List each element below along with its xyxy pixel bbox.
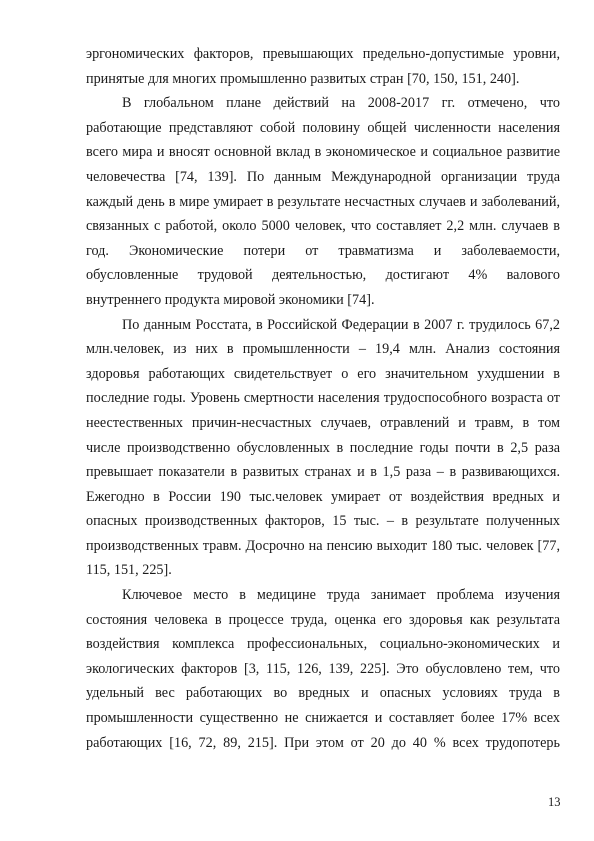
text-line: эргономических факторов, превышающих предельно-допустимые уровни, [86, 46, 560, 62]
text-line: человечества [74, 139]. По данным Международной организации труда [86, 168, 560, 185]
body-text [86, 42, 560, 755]
text-line: числе производственно обусловленных в последние годы почти в 2,5 раза [86, 439, 560, 456]
text-line: экологических факторов [3, 115, 126, 139, 225]. Это обусловлено тем, что [86, 660, 560, 677]
text-line: производственных травм. Досрочно на пенсию выходит 180 тыс. человек [77, [86, 537, 560, 554]
text-line: принятые для многих промышленно развитых стран [70, 150, 151, 240]. [86, 70, 520, 87]
text-line: последние годы. Уровень смертности населения трудоспособного возраста от [86, 390, 560, 407]
page-number: 13 [548, 795, 561, 809]
text-line: каждый день в мире умирает в результате несчастных случаев и заболеваний, [86, 193, 560, 210]
text-line: работающих [16, 72, 89, 215]. При этом от 20 до 40 % всех трудопотерь [86, 734, 560, 751]
text-line: обусловленные трудовой деятельностью, достигают 4% валового [86, 267, 560, 284]
text-line: состояния человека в процессе труда, оценка его здоровья как результата [86, 611, 560, 628]
text-line: промышленности существенно не снижается и составляет более 17% всех [86, 710, 560, 727]
text-line: превышает показатели в развитых странах и в 1,5 раза – в развивающихся. [86, 464, 560, 481]
text-line: Ежегодно в России 190 тыс.человек умирает от воздействия вредных и [86, 488, 560, 505]
text-line: 115, 151, 225]. [86, 562, 172, 579]
text-line: воздействия комплекса профессиональных, социально-экономических и [86, 636, 560, 653]
text-line: Ключевое место в медицине труда занимает проблема изучения [122, 587, 560, 604]
text-line: неестественных причин-несчастных случаев, отравлений и травм, в том [86, 414, 560, 431]
text-line: связанных с работой, около 5000 человек, что составляет 2,2 млн. случаев в [86, 218, 560, 235]
text-line: год. Экономические потери от травматизма и заболеваемости, [86, 242, 560, 259]
text-line: удельный вес работающих во вредных и опасных условиях труда в [86, 685, 560, 702]
text-line: всего мира и вносят основной вклад в экономическое и социальное развитие [86, 144, 560, 161]
text-line: внутреннего продукта мировой экономики [74]. [86, 291, 375, 308]
text-line: здоровья работающих свидетельствует о его значительном ухудшении в [86, 365, 560, 382]
text-line: млн.человек, из них в промышленности – 19,4 млн. Анализ состояния [86, 341, 560, 358]
text-line: опасных производственных факторов, 15 тыс. – в результате полученных [86, 513, 560, 530]
text-line: По данным Росстата, в Российской Федерации в 2007 г. трудилось 67,2 [122, 316, 560, 333]
text-line: В глобальном плане действий на 2008-2017 гг. отмечено, что [122, 95, 560, 112]
text-line: работающие представляют собой половину общей численности населения [86, 119, 560, 136]
